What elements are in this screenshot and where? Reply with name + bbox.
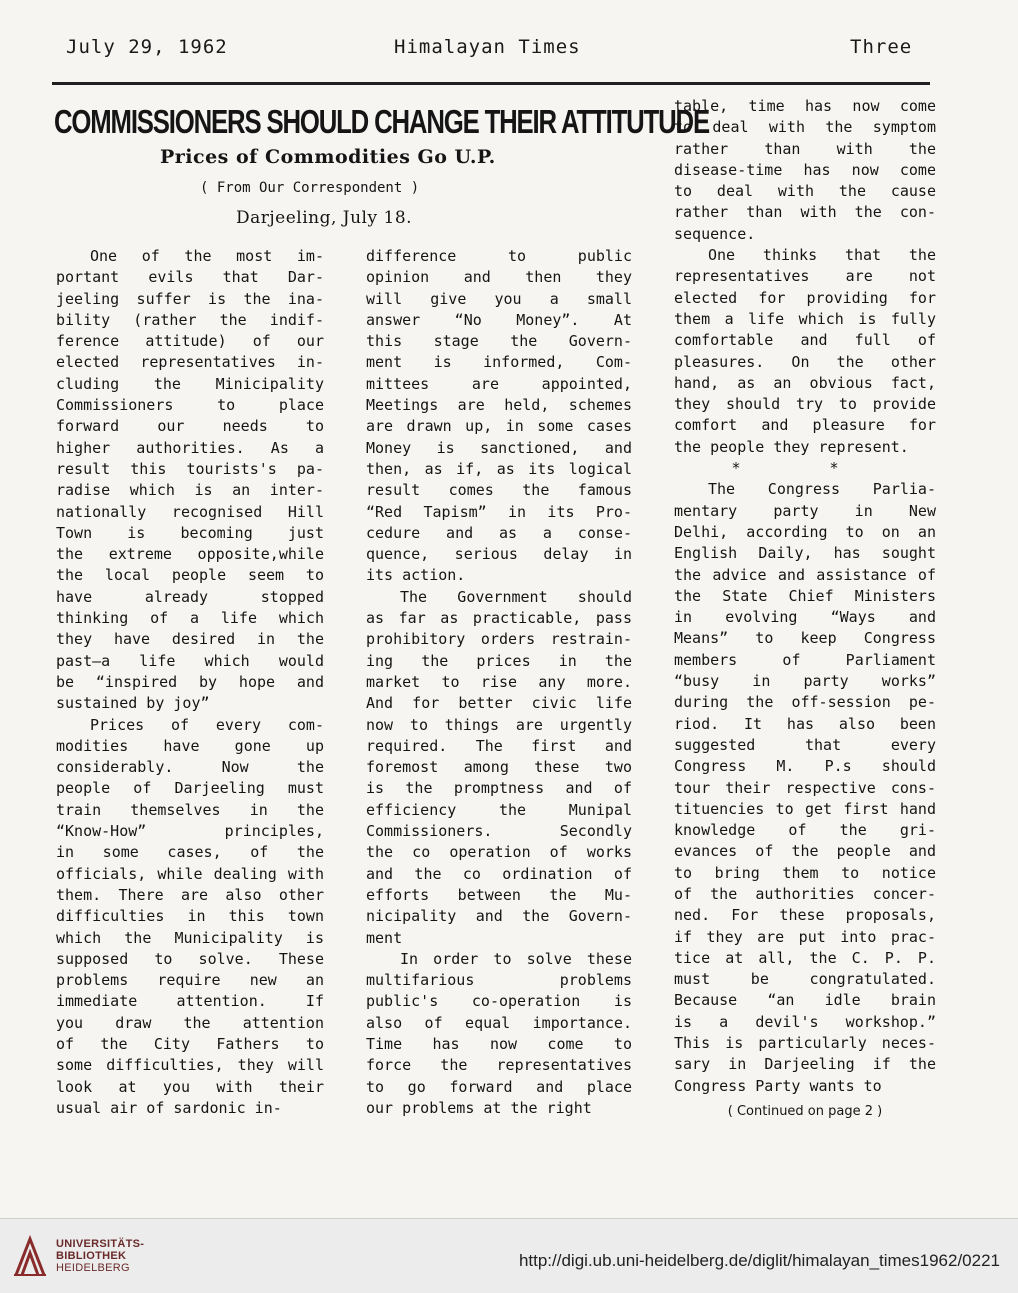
text-line: mittees are appointed, bbox=[366, 374, 632, 393]
text-line: them. There are also other bbox=[56, 885, 324, 904]
text-line: people of Darjeeling must bbox=[56, 779, 324, 798]
text-line: disease-time has now come bbox=[674, 160, 936, 179]
text-line: have already stopped bbox=[56, 587, 324, 606]
text-line: during the off-session pe- bbox=[674, 693, 936, 712]
text-line: its action. bbox=[366, 566, 466, 585]
text-line: in evolving “Ways and bbox=[674, 608, 936, 627]
text-line: Commissioners to place bbox=[56, 396, 324, 415]
text-line: the local people seem to bbox=[56, 566, 324, 585]
text-column-1 bbox=[56, 246, 324, 1119]
text-line: Money is sanctioned, and bbox=[366, 438, 632, 457]
text-line: now to things are urgently bbox=[366, 715, 632, 734]
text-line: And for better civic life bbox=[366, 694, 632, 713]
text-line: mentary party in New bbox=[674, 501, 936, 520]
text-line: which the Municipality is bbox=[56, 928, 324, 947]
text-line: Prices of every com- bbox=[90, 715, 324, 734]
text-line: comfortable and full of bbox=[674, 331, 936, 350]
text-line: difficulties in this town bbox=[56, 907, 324, 926]
text-line: One of the most im- bbox=[90, 247, 324, 265]
text-line: elected representatives in- bbox=[56, 353, 324, 372]
text-line: will give you a small bbox=[366, 289, 632, 308]
text-line: efforts between the Mu- bbox=[366, 885, 632, 904]
text-line: this stage the Govern- bbox=[366, 332, 632, 351]
text-line: English Daily, has sought bbox=[674, 544, 936, 563]
text-line: rather than with the con- bbox=[674, 203, 936, 222]
text-line: in some cases, of the bbox=[56, 843, 324, 862]
text-line: Congress M. P.s should bbox=[674, 757, 936, 776]
text-line: efficiency the Munipal bbox=[366, 800, 632, 819]
text-line: pleasures. On the other bbox=[674, 352, 936, 371]
text-line: difference to public bbox=[366, 247, 632, 265]
text-line: if they are put into prac- bbox=[674, 927, 936, 946]
text-line: nicipality and the Govern- bbox=[366, 907, 632, 926]
text-line: higher authorities. As a bbox=[56, 438, 324, 457]
text-line: bility (rather the indif- bbox=[56, 310, 324, 329]
text-line: sary in Darjeeling if the bbox=[674, 1055, 936, 1074]
text-line: cedure and as a conse- bbox=[366, 523, 632, 542]
text-line: ing the prices in the bbox=[366, 651, 632, 670]
text-line: force the representatives bbox=[366, 1056, 632, 1075]
text-line: ference attitude) of our bbox=[56, 332, 324, 351]
text-line: nationally recognised Hill bbox=[56, 502, 324, 521]
text-line: representatives are not bbox=[674, 267, 936, 286]
text-line: of the City Fathers to bbox=[56, 1034, 324, 1053]
text-line: the co operation of works bbox=[366, 843, 632, 862]
library-name-line-2: BIBLIOTHEK bbox=[56, 1250, 127, 1262]
header-rule bbox=[52, 82, 930, 85]
text-line: knowledge of the gri- bbox=[674, 821, 936, 840]
text-line: portant evils that Dar- bbox=[56, 268, 324, 287]
text-line: the State Chief Ministers bbox=[674, 586, 936, 605]
text-line: quence, serious delay in bbox=[366, 545, 632, 564]
article-headline: COMMISSIONERS SHOULD CHANGE THEIR ATTITUTUDE bbox=[54, 103, 709, 140]
text-line: thinking of a life which bbox=[56, 609, 324, 628]
text-line: the extreme opposite,while bbox=[56, 545, 324, 564]
text-line: prohibitory orders restrain- bbox=[366, 630, 632, 649]
text-line: must be congratulated. bbox=[674, 970, 936, 989]
text-column-3 bbox=[674, 96, 936, 1122]
library-logo-icon bbox=[12, 1235, 48, 1277]
text-line: some difficulties, they will bbox=[56, 1056, 324, 1075]
text-line: usual air of sardonic in- bbox=[56, 1098, 282, 1117]
text-line: result comes the famous bbox=[366, 481, 632, 500]
text-line: train themselves in the bbox=[56, 800, 324, 819]
text-line: they have desired in the bbox=[56, 630, 324, 649]
text-line: jeeling suffer is the ina- bbox=[56, 289, 324, 308]
text-line: officials, while dealing with bbox=[56, 864, 324, 883]
text-line: our problems at the right bbox=[366, 1098, 592, 1117]
text-line: is the promptness and of bbox=[366, 779, 632, 798]
text-line: Because “an idle brain bbox=[674, 991, 936, 1010]
text-line: forward our needs to bbox=[56, 417, 324, 436]
text-line: sustained by joy” bbox=[56, 694, 210, 713]
library-name bbox=[56, 1238, 144, 1274]
text-line: market to rise any more. bbox=[366, 672, 632, 691]
library-name-line-1: UNIVERSITÄTS- bbox=[56, 1238, 145, 1250]
text-line: evances of the people and bbox=[674, 842, 936, 861]
source-url[interactable]: http://digi.ub.uni-heidelberg.de/diglit/himalayan_times1962/0221 bbox=[518, 1251, 1000, 1270]
text-line: the advice and assistance of bbox=[674, 565, 936, 584]
text-line: Means” to keep Congress bbox=[674, 629, 936, 648]
text-line: members of Parliament bbox=[674, 650, 936, 669]
text-column-2 bbox=[366, 246, 632, 1119]
text-line: to deal with the cause bbox=[674, 182, 936, 201]
text-line: hand, as an obvious fact, bbox=[674, 373, 936, 392]
text-line: “Red Tapism” in its Pro- bbox=[366, 502, 632, 521]
text-line: supposed to solve. These bbox=[56, 949, 324, 968]
text-line: tour their respective cons- bbox=[674, 778, 936, 797]
text-line: “busy in party works” bbox=[674, 672, 936, 691]
text-line: is a devil's workshop.” bbox=[674, 1012, 936, 1031]
text-line: the people they represent. bbox=[674, 437, 909, 456]
text-line: Time has now come to bbox=[366, 1034, 632, 1053]
text-line: of the authorities concer- bbox=[674, 884, 936, 903]
text-line: past—a life which would bbox=[56, 651, 324, 670]
text-line: foremost among these two bbox=[366, 758, 632, 777]
text-line: as far as practicable, pass bbox=[366, 609, 632, 628]
text-line: Congress Party wants to bbox=[674, 1076, 882, 1095]
text-line: to bring them to notice bbox=[674, 863, 936, 882]
text-line: are drawn up, in some cases bbox=[366, 417, 632, 436]
text-line: answer “No Money”. At bbox=[366, 310, 632, 329]
library-footer bbox=[0, 1218, 1018, 1293]
text-line: comfort and pleasure for bbox=[674, 416, 936, 435]
text-line: you draw the attention bbox=[56, 1013, 324, 1032]
text-line: then, as if, as its logical bbox=[366, 459, 632, 478]
text-line: required. The first and bbox=[366, 736, 632, 755]
text-line: cluding the Minicipality bbox=[56, 374, 324, 393]
text-line: rather than with the bbox=[674, 139, 936, 158]
text-line: to deal with the symptom bbox=[674, 118, 936, 137]
text-line: This is particularly neces- bbox=[674, 1034, 936, 1053]
text-line: Delhi, according to on an bbox=[674, 522, 936, 541]
text-line: opinion and then they bbox=[366, 268, 632, 287]
text-line: tituencies to get first hand bbox=[674, 799, 936, 818]
text-line: multifarious problems bbox=[366, 971, 632, 990]
text-line: suggested that every bbox=[674, 735, 936, 754]
text-line: tice at all, the C. P. P. bbox=[674, 948, 936, 967]
text-line: ment bbox=[366, 928, 403, 947]
newspaper-name: Himalayan Times bbox=[394, 36, 581, 58]
text-line: “Know-How” principles, bbox=[56, 822, 324, 841]
text-line: result this tourists's pa- bbox=[56, 459, 324, 478]
text-line: The Government should bbox=[400, 587, 632, 606]
text-line: The Congress Parlia- bbox=[708, 480, 936, 499]
text-line: Commissioners. Secondly bbox=[366, 822, 632, 841]
text-line: table, time has now come bbox=[674, 97, 936, 115]
article-byline: ( From Our Correspondent ) bbox=[200, 180, 420, 196]
text-line: riod. It has also been bbox=[674, 714, 936, 733]
text-line: also of equal importance. bbox=[366, 1013, 632, 1032]
text-line: In order to solve these bbox=[400, 949, 632, 968]
text-line: One thinks that the bbox=[708, 246, 936, 265]
section-separator: * * bbox=[731, 459, 879, 478]
text-line: Town is becoming just bbox=[56, 523, 324, 542]
text-line: ned. For these proposals, bbox=[674, 906, 936, 925]
text-line: modities have gone up bbox=[56, 736, 324, 755]
text-line: Meetings are held, schemes bbox=[366, 396, 632, 415]
page-number: Three bbox=[850, 36, 913, 58]
text-line: and the co ordination of bbox=[366, 864, 632, 883]
text-line: immediate attention. If bbox=[56, 992, 324, 1011]
library-name-line-3: HEIDELBERG bbox=[56, 1262, 130, 1274]
continued-note: ( Continued on page 2 ) bbox=[727, 1103, 883, 1119]
text-line: problems require new an bbox=[56, 971, 324, 990]
text-line: elected for providing for bbox=[674, 288, 936, 307]
text-line: sequence. bbox=[674, 224, 756, 243]
text-line: considerably. Now the bbox=[56, 758, 324, 777]
text-line: radise which is an inter- bbox=[56, 481, 324, 500]
text-line: public's co-operation is bbox=[366, 992, 632, 1011]
text-line: be “inspired by hope and bbox=[56, 672, 324, 691]
issue-date: July 29, 1962 bbox=[66, 36, 228, 58]
text-line: look at you with their bbox=[56, 1077, 324, 1096]
text-line: they should try to provide bbox=[674, 395, 936, 414]
text-line: to go forward and place bbox=[366, 1077, 632, 1096]
article-subhead: Prices of Commodities Go U.P. bbox=[160, 146, 496, 168]
text-line: them a life which is fully bbox=[674, 309, 936, 328]
article-dateline: Darjeeling, July 18. bbox=[236, 208, 413, 228]
text-line: ment is informed, Com- bbox=[366, 353, 632, 372]
